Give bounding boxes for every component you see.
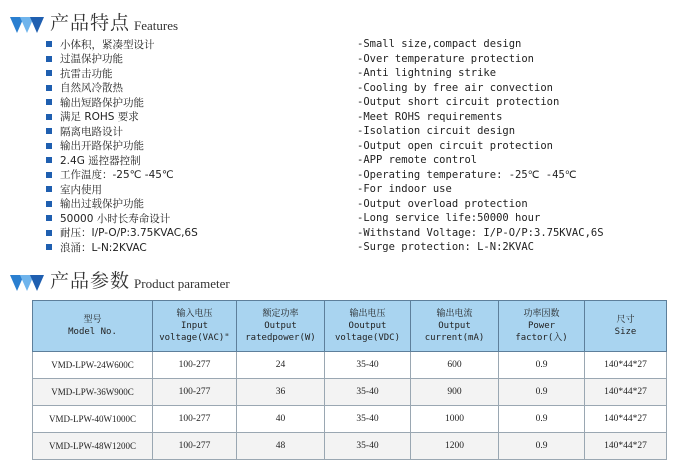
feature-en: -Operating temperature: -25℃ -45℃ bbox=[357, 168, 577, 181]
header-cn: 尺寸 bbox=[616, 315, 635, 325]
table-cell: 36 bbox=[237, 379, 325, 406]
square-bullet-icon bbox=[46, 114, 52, 120]
table-cell: 35-40 bbox=[325, 433, 411, 460]
table-cell: 140*44*27 bbox=[585, 352, 667, 379]
table-header-cell bbox=[325, 301, 411, 352]
square-bullet-icon bbox=[46, 230, 52, 236]
feature-cn: 耐压：I/P-O/P:3.75KVAC,6S bbox=[60, 227, 198, 240]
table-header-cell bbox=[33, 301, 153, 352]
square-bullet-icon bbox=[46, 143, 52, 149]
square-bullet-icon bbox=[46, 157, 52, 163]
feature-en: -Output short circuit protection bbox=[357, 96, 560, 109]
feature-cn: 满足 ROHS 要求 bbox=[60, 111, 139, 124]
params-header-row bbox=[33, 301, 667, 352]
square-bullet-icon bbox=[46, 215, 52, 221]
feature-en: -Small size,compact design bbox=[357, 38, 522, 51]
header-cn: 功率因数 bbox=[523, 309, 560, 319]
table-cell: 0.9 bbox=[499, 433, 585, 460]
feature-en: -Over temperature protection bbox=[357, 52, 535, 65]
table-cell: 100-277 bbox=[153, 379, 237, 406]
feature-en: -APP remote control bbox=[357, 154, 478, 167]
table-cell: 100-277 bbox=[153, 352, 237, 379]
table-cell: 35-40 bbox=[325, 406, 411, 433]
square-bullet-icon bbox=[46, 56, 52, 62]
feature-cn: 室内使用 bbox=[60, 183, 102, 196]
square-bullet-icon bbox=[46, 186, 52, 192]
header-en: Output ratedpower(W) bbox=[245, 321, 316, 343]
header-en: Input voltage(VAC)" bbox=[159, 321, 230, 343]
feature-cn: 50000 小时长寿命设计 bbox=[60, 212, 171, 225]
feature-en: -Isolation circuit design bbox=[357, 125, 516, 138]
feature-item bbox=[46, 52, 686, 67]
feature-item bbox=[46, 95, 686, 110]
feature-item bbox=[46, 211, 686, 226]
header-cn: 额定功率 bbox=[262, 309, 299, 319]
features-header bbox=[10, 8, 178, 35]
feature-item bbox=[46, 110, 686, 125]
feature-cn: 工作温度：-25℃ -45℃ bbox=[60, 169, 174, 182]
header-cn: 输出电流 bbox=[436, 309, 473, 319]
feature-item bbox=[46, 197, 686, 212]
table-cell: 24 bbox=[237, 352, 325, 379]
table-cell: 600 bbox=[411, 352, 499, 379]
params-title-en: Product parameter bbox=[134, 276, 230, 291]
square-bullet-icon bbox=[46, 128, 52, 134]
feature-en: -Withstand Voltage: I/P-O/P:3.75KVAC,6S bbox=[357, 226, 604, 239]
header-en: Power factor(入) bbox=[515, 321, 568, 343]
feature-en: -For indoor use bbox=[357, 183, 452, 196]
table-cell: 35-40 bbox=[325, 352, 411, 379]
table-header-cell bbox=[411, 301, 499, 352]
feature-cn: 自然风冷散热 bbox=[60, 82, 123, 95]
square-bullet-icon bbox=[46, 41, 52, 47]
feature-item bbox=[46, 153, 686, 168]
table-cell: 0.9 bbox=[499, 379, 585, 406]
params-title-cn: 产品参数 bbox=[50, 270, 131, 292]
header-cn: 输入电压 bbox=[176, 309, 213, 319]
feature-en: -Surge protection: L-N:2KVAC bbox=[357, 241, 535, 254]
header-en: Size bbox=[614, 327, 637, 337]
table-cell: 140*44*27 bbox=[585, 433, 667, 460]
feature-en: -Anti lightning strike bbox=[357, 67, 497, 80]
table-cell: VMD-LPW-24W600C bbox=[33, 352, 153, 379]
table-cell: 40 bbox=[237, 406, 325, 433]
table-header-cell bbox=[153, 301, 237, 352]
features-title-cn: 产品特点 bbox=[50, 12, 131, 34]
table-cell: VMD-LPW-48W1200C bbox=[33, 433, 153, 460]
table-cell: 35-40 bbox=[325, 379, 411, 406]
square-bullet-icon bbox=[46, 172, 52, 178]
feature-item bbox=[46, 66, 686, 81]
header-en: Output current(mA) bbox=[424, 321, 485, 343]
table-header-cell bbox=[585, 301, 667, 352]
feature-en: -Output overload protection bbox=[357, 197, 528, 210]
table-cell: 100-277 bbox=[153, 433, 237, 460]
table-cell: 100-277 bbox=[153, 406, 237, 433]
header-en: Model No. bbox=[68, 327, 117, 337]
params-table bbox=[32, 300, 667, 460]
header-cn: 输出电压 bbox=[349, 309, 386, 319]
table-row bbox=[33, 352, 667, 379]
section-logo-icon bbox=[10, 273, 44, 293]
table-cell: 0.9 bbox=[499, 406, 585, 433]
feature-cn: 输出过载保护功能 bbox=[60, 198, 144, 211]
feature-item bbox=[46, 139, 686, 154]
features-title-en: Features bbox=[134, 18, 179, 33]
feature-en: -Meet ROHS requirements bbox=[357, 110, 503, 123]
table-cell: VMD-LPW-40W1000C bbox=[33, 406, 153, 433]
feature-cn: 浪涌：L-N:2KVAC bbox=[60, 241, 147, 254]
table-cell: 900 bbox=[411, 379, 499, 406]
feature-en: -Cooling by free air convection bbox=[357, 81, 553, 94]
feature-item bbox=[46, 182, 686, 197]
params-header bbox=[10, 266, 230, 293]
section-logo-icon bbox=[10, 15, 44, 35]
feature-cn: 过温保护功能 bbox=[60, 53, 123, 66]
header-cn: 型号 bbox=[83, 315, 102, 325]
feature-item bbox=[46, 240, 686, 255]
square-bullet-icon bbox=[46, 201, 52, 207]
table-cell: 140*44*27 bbox=[585, 379, 667, 406]
square-bullet-icon bbox=[46, 85, 52, 91]
table-row bbox=[33, 379, 667, 406]
square-bullet-icon bbox=[46, 99, 52, 105]
feature-en: -Long service life:50000 hour bbox=[357, 212, 541, 225]
square-bullet-icon bbox=[46, 244, 52, 250]
feature-item bbox=[46, 81, 686, 96]
square-bullet-icon bbox=[46, 70, 52, 76]
feature-en: -Output open circuit protection bbox=[357, 139, 553, 152]
table-cell: 48 bbox=[237, 433, 325, 460]
table-cell: 140*44*27 bbox=[585, 406, 667, 433]
feature-item bbox=[46, 124, 686, 139]
feature-cn: 小体积，紧凑型设计 bbox=[60, 38, 155, 51]
table-cell: VMD-LPW-36W900C bbox=[33, 379, 153, 406]
feature-item bbox=[46, 37, 686, 52]
table-row bbox=[33, 433, 667, 460]
feature-cn: 2.4G 遥控器控制 bbox=[60, 154, 141, 167]
table-cell: 0.9 bbox=[499, 352, 585, 379]
feature-cn: 隔离电路设计 bbox=[60, 125, 123, 138]
table-cell: 1000 bbox=[411, 406, 499, 433]
features-list bbox=[46, 37, 686, 255]
table-header-cell bbox=[499, 301, 585, 352]
feature-item bbox=[46, 226, 686, 241]
header-en: Ooutput voltage(VDC) bbox=[334, 321, 401, 343]
table-row bbox=[33, 406, 667, 433]
feature-cn: 输出开路保护功能 bbox=[60, 140, 144, 153]
feature-cn: 抗雷击功能 bbox=[60, 67, 113, 80]
feature-item bbox=[46, 168, 686, 183]
feature-cn: 输出短路保护功能 bbox=[60, 96, 144, 109]
table-header-cell bbox=[237, 301, 325, 352]
table-cell: 1200 bbox=[411, 433, 499, 460]
